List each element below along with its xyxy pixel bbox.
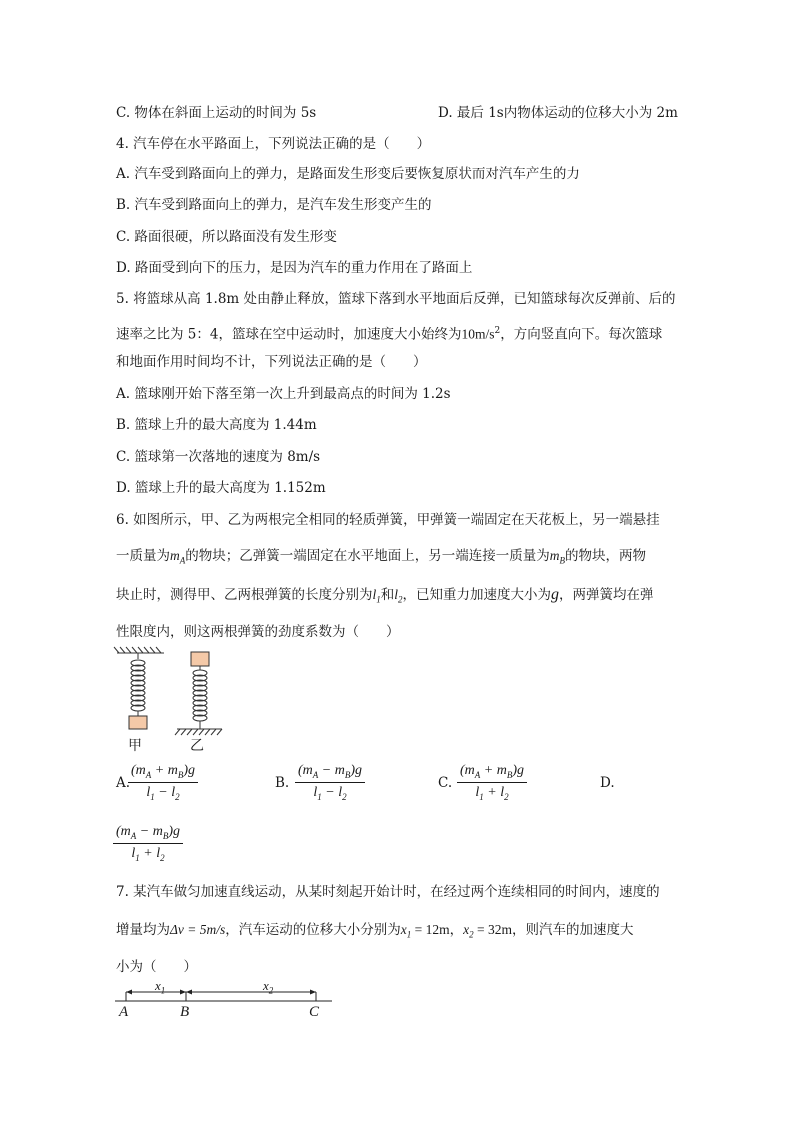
mass-a: $m_A$ (170, 548, 186, 566)
q6-option-b-fraction: $\frac{(m_A - m_B)g}{l_1 - l_2}$ (295, 763, 365, 802)
q7-text: ， (449, 922, 464, 938)
q6-option-c-label: C. (438, 775, 453, 791)
q4-option-d: D. 路面受到向下的压力，是因为汽车的重力作用在了路面上 (116, 260, 473, 276)
q6-option-a-label: A. (116, 775, 131, 791)
x1-value: $x_1 = 12m$ (400, 922, 450, 940)
point-a-label: A (119, 1004, 129, 1020)
q6-option-c-fraction: $\frac{(m_A + m_B)g}{l_1 + l_2}$ (457, 763, 527, 802)
q5-stem-line1: 5. 将篮球从高 1.8m 处由静止释放，篮球下落到水平地面后反弹，已知篮球每次反弹前、后的 (116, 291, 676, 307)
q4-option-c: C. 路面很硬，所以路面没有发生形变 (116, 229, 337, 245)
accel-value: 10m/s (461, 326, 495, 342)
q6-text: 的物块；乙弹簧一端固定在水平地面上，另一端连接一质量为 (185, 548, 550, 564)
q6-text: 一质量为 (116, 548, 170, 564)
q6-text: 的物块，两物 (565, 548, 646, 564)
q6-stem-line1: 6. 如图所示，甲、乙为两根完全相同的轻质弹簧，甲弹簧一端固定在天花板上，另一端悬挂 (116, 512, 660, 528)
q7-text: 增量均为 (116, 922, 170, 938)
q5-stem-line2 (116, 321, 662, 345)
q6-stem-line3 (116, 585, 654, 610)
q3-option-c: C. 物体在斜面上运动的时间为 5s (116, 105, 317, 121)
q6-stem-line4: 性限度内，则这两根弹簧的劲度系数为（ ） (116, 624, 400, 640)
q5-stem-line3: 和地面作用时间均不计，下列说法正确的是（ ） (116, 354, 427, 370)
q5-text: 速率之比为 5：4，篮球在空中运动时，加速度大小始终为 (116, 326, 462, 343)
q7-text: ，则汽车的加速度大 (512, 922, 634, 938)
q5-option-a: A. 篮球刚开始下落至第一次上升到最高点的时间为 1.2s (116, 386, 451, 402)
label-jia: 甲 (128, 738, 142, 754)
q6-text: 和 (380, 587, 395, 603)
q7-stem-line1: 7. 某汽车做匀加速直线运动，从某时刻起开始计时，在经过两个连续相同的时间内，速度的 (116, 884, 660, 900)
q6-stem-line2 (116, 546, 646, 571)
q6-text: ，已知重力加速度大小为 (402, 587, 552, 603)
q4-option-a: A. 汽车受到路面向上的弹力，是路面发生形变后要恢复原状而对汽车产生的力 (116, 166, 580, 182)
point-c-label: C (309, 1004, 320, 1020)
length-l1: $l_1$ (372, 587, 381, 605)
label-yi: 乙 (190, 738, 204, 754)
q4-stem: 4. 汽车停在水平路面上，下列说法正确的是（ ） (116, 136, 431, 152)
mass-b: $m_B$ (549, 548, 565, 566)
length-l2: $l_2$ (394, 587, 403, 605)
q6-option-b-label: B. (275, 775, 290, 791)
q6-option-d-fraction: $\frac{(m_A - m_B)g}{l_1 + l_2}$ (113, 824, 183, 863)
q6-option-d-label: D. (600, 775, 615, 791)
q5-option-b: B. 篮球上升的最大高度为 1.44m (116, 417, 317, 433)
q7-stem-line2 (116, 920, 634, 945)
q7-stem-line3: 小为（ ） (116, 959, 197, 975)
q7-text: ，汽车运动的位移大小分别为 (225, 922, 401, 938)
q5-option-d: D. 篮球上升的最大高度为 1.152m (116, 480, 326, 496)
gravity-g: g (551, 586, 560, 603)
q5-option-c: C. 篮球第一次落地的速度为 8m/s (116, 449, 321, 465)
x2-value: $x_2 = 32m$ (463, 922, 513, 940)
q3-option-d: D. 最后 1s内物体运动的位移大小为 2m (438, 105, 678, 121)
block-b (191, 652, 209, 666)
segment-x1-label: $x_1$ (155, 978, 166, 996)
q6-text: 块止时，测得甲、乙两根弹簧的长度分别为 (116, 587, 373, 603)
point-b-label: B (180, 1004, 190, 1020)
q4-option-b: B. 汽车受到路面向上的弹力，是汽车发生形变产生的 (116, 197, 432, 213)
q5-text: ，方向竖直向下。每次篮球 (500, 326, 663, 343)
delta-v: Δv = 5m/s (170, 922, 226, 937)
block-a (129, 716, 147, 729)
q6-option-a-fraction: $\frac{(m_A + m_B)g}{l_1 - l_2}$ (128, 763, 198, 802)
displacement-figure (110, 976, 340, 1026)
q6-text: ，两弹簧均在弹 (559, 587, 654, 603)
accel-exponent: 2 (494, 326, 501, 336)
segment-x2-label: $x_2$ (263, 978, 274, 996)
